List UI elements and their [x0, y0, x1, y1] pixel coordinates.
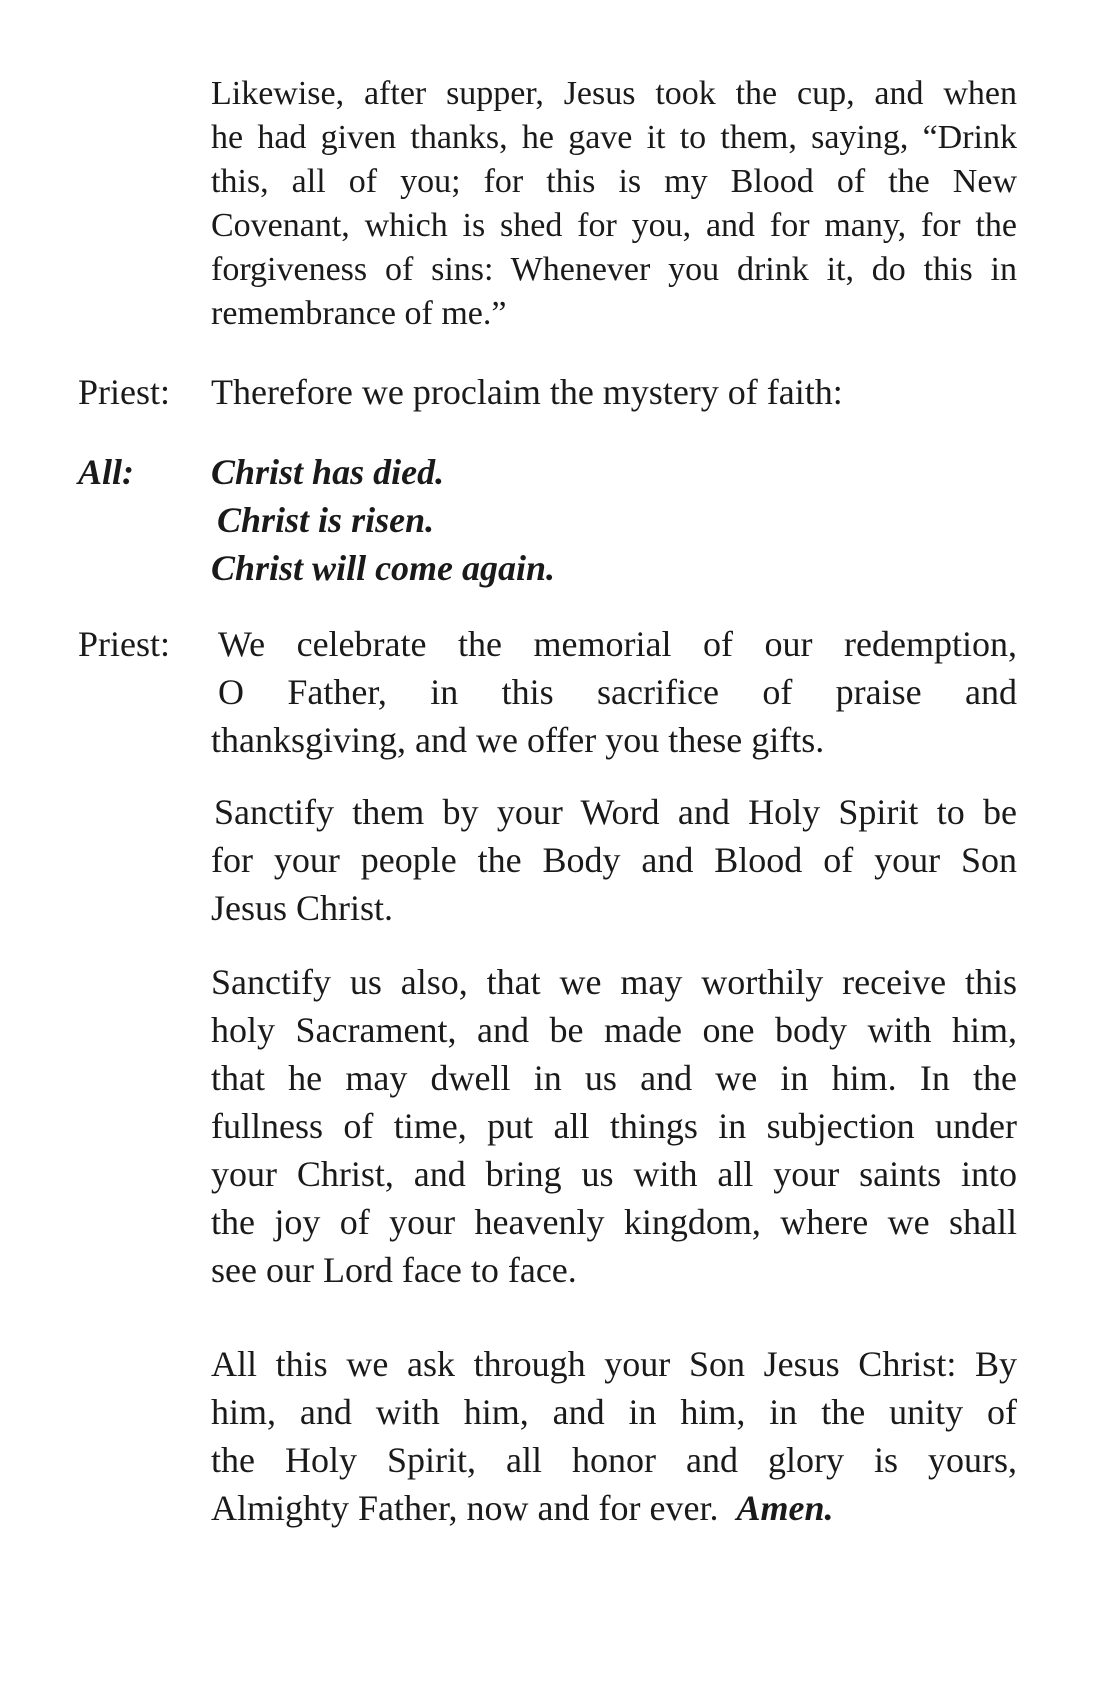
sanctify-gifts-line-2: for your people the Body and Blood of your Son: [211, 840, 1017, 880]
sanctify-us-line-3: that he may dwell in us and we in him. In the: [211, 1058, 1017, 1098]
memorial-line-1: We celebrate the memorial of our redemption,: [218, 624, 1017, 664]
sanctify-us-line-7: see our Lord face to face.: [211, 1250, 577, 1290]
cup-narrative-line-5: forgiveness of sins: Whenever you drink it, do this in: [211, 251, 1017, 288]
sanctify-us-line-1: Sanctify us also, that we may worthily receive this: [211, 962, 1017, 1002]
mystery-of-faith-line: Therefore we proclaim the mystery of faith:: [211, 372, 843, 412]
acclamation-line-1: Christ has died.: [211, 452, 445, 492]
cup-narrative-line-4: Covenant, which is shed for you, and for many, for the: [211, 207, 1017, 244]
doxology-line-4: [211, 1486, 1017, 1530]
cup-narrative-line-3: this, all of you; for this is my Blood of the New: [211, 163, 1017, 200]
speaker-priest-label-2: Priest:: [78, 624, 171, 664]
doxology-line-4-text: Almighty Father, now and for ever.: [211, 1488, 719, 1528]
sanctify-us-line-6: the joy of your heavenly kingdom, where we shall: [211, 1202, 1017, 1242]
sanctify-us-line-4: fullness of time, put all things in subjection under: [211, 1106, 1017, 1146]
sanctify-us-line-2: holy Sacrament, and be made one body with him,: [211, 1010, 1017, 1050]
memorial-line-2: O Father, in this sacrifice of praise and: [218, 672, 1017, 712]
amen-response: Amen.: [736, 1488, 834, 1528]
acclamation-line-3: Christ will come again.: [211, 548, 556, 588]
acclamation-line-2: Christ is risen.: [217, 500, 435, 540]
memorial-line-3: thanksgiving, and we offer you these gifts.: [211, 720, 825, 760]
doxology-line-2: him, and with him, and in him, in the unity of: [211, 1392, 1017, 1432]
doxology-line-3: the Holy Spirit, all honor and glory is yours,: [211, 1440, 1017, 1480]
sanctify-us-line-5: your Christ, and bring us with all your saints into: [211, 1154, 1017, 1194]
cup-narrative-line-6: remembrance of me.”: [211, 295, 507, 332]
speaker-priest-label: Priest:: [78, 372, 171, 412]
speaker-all-label: All:: [78, 452, 135, 492]
sanctify-gifts-line-1: Sanctify them by your Word and Holy Spirit to be: [214, 792, 1017, 832]
doxology-line-1: All this we ask through your Son Jesus Christ: By: [211, 1344, 1017, 1384]
cup-narrative-line-2: he had given thanks, he gave it to them, saying, “Drink: [211, 119, 1017, 156]
sanctify-gifts-line-3: Jesus Christ.: [211, 888, 394, 928]
cup-narrative-line-1: Likewise, after supper, Jesus took the cup, and when: [211, 75, 1017, 112]
